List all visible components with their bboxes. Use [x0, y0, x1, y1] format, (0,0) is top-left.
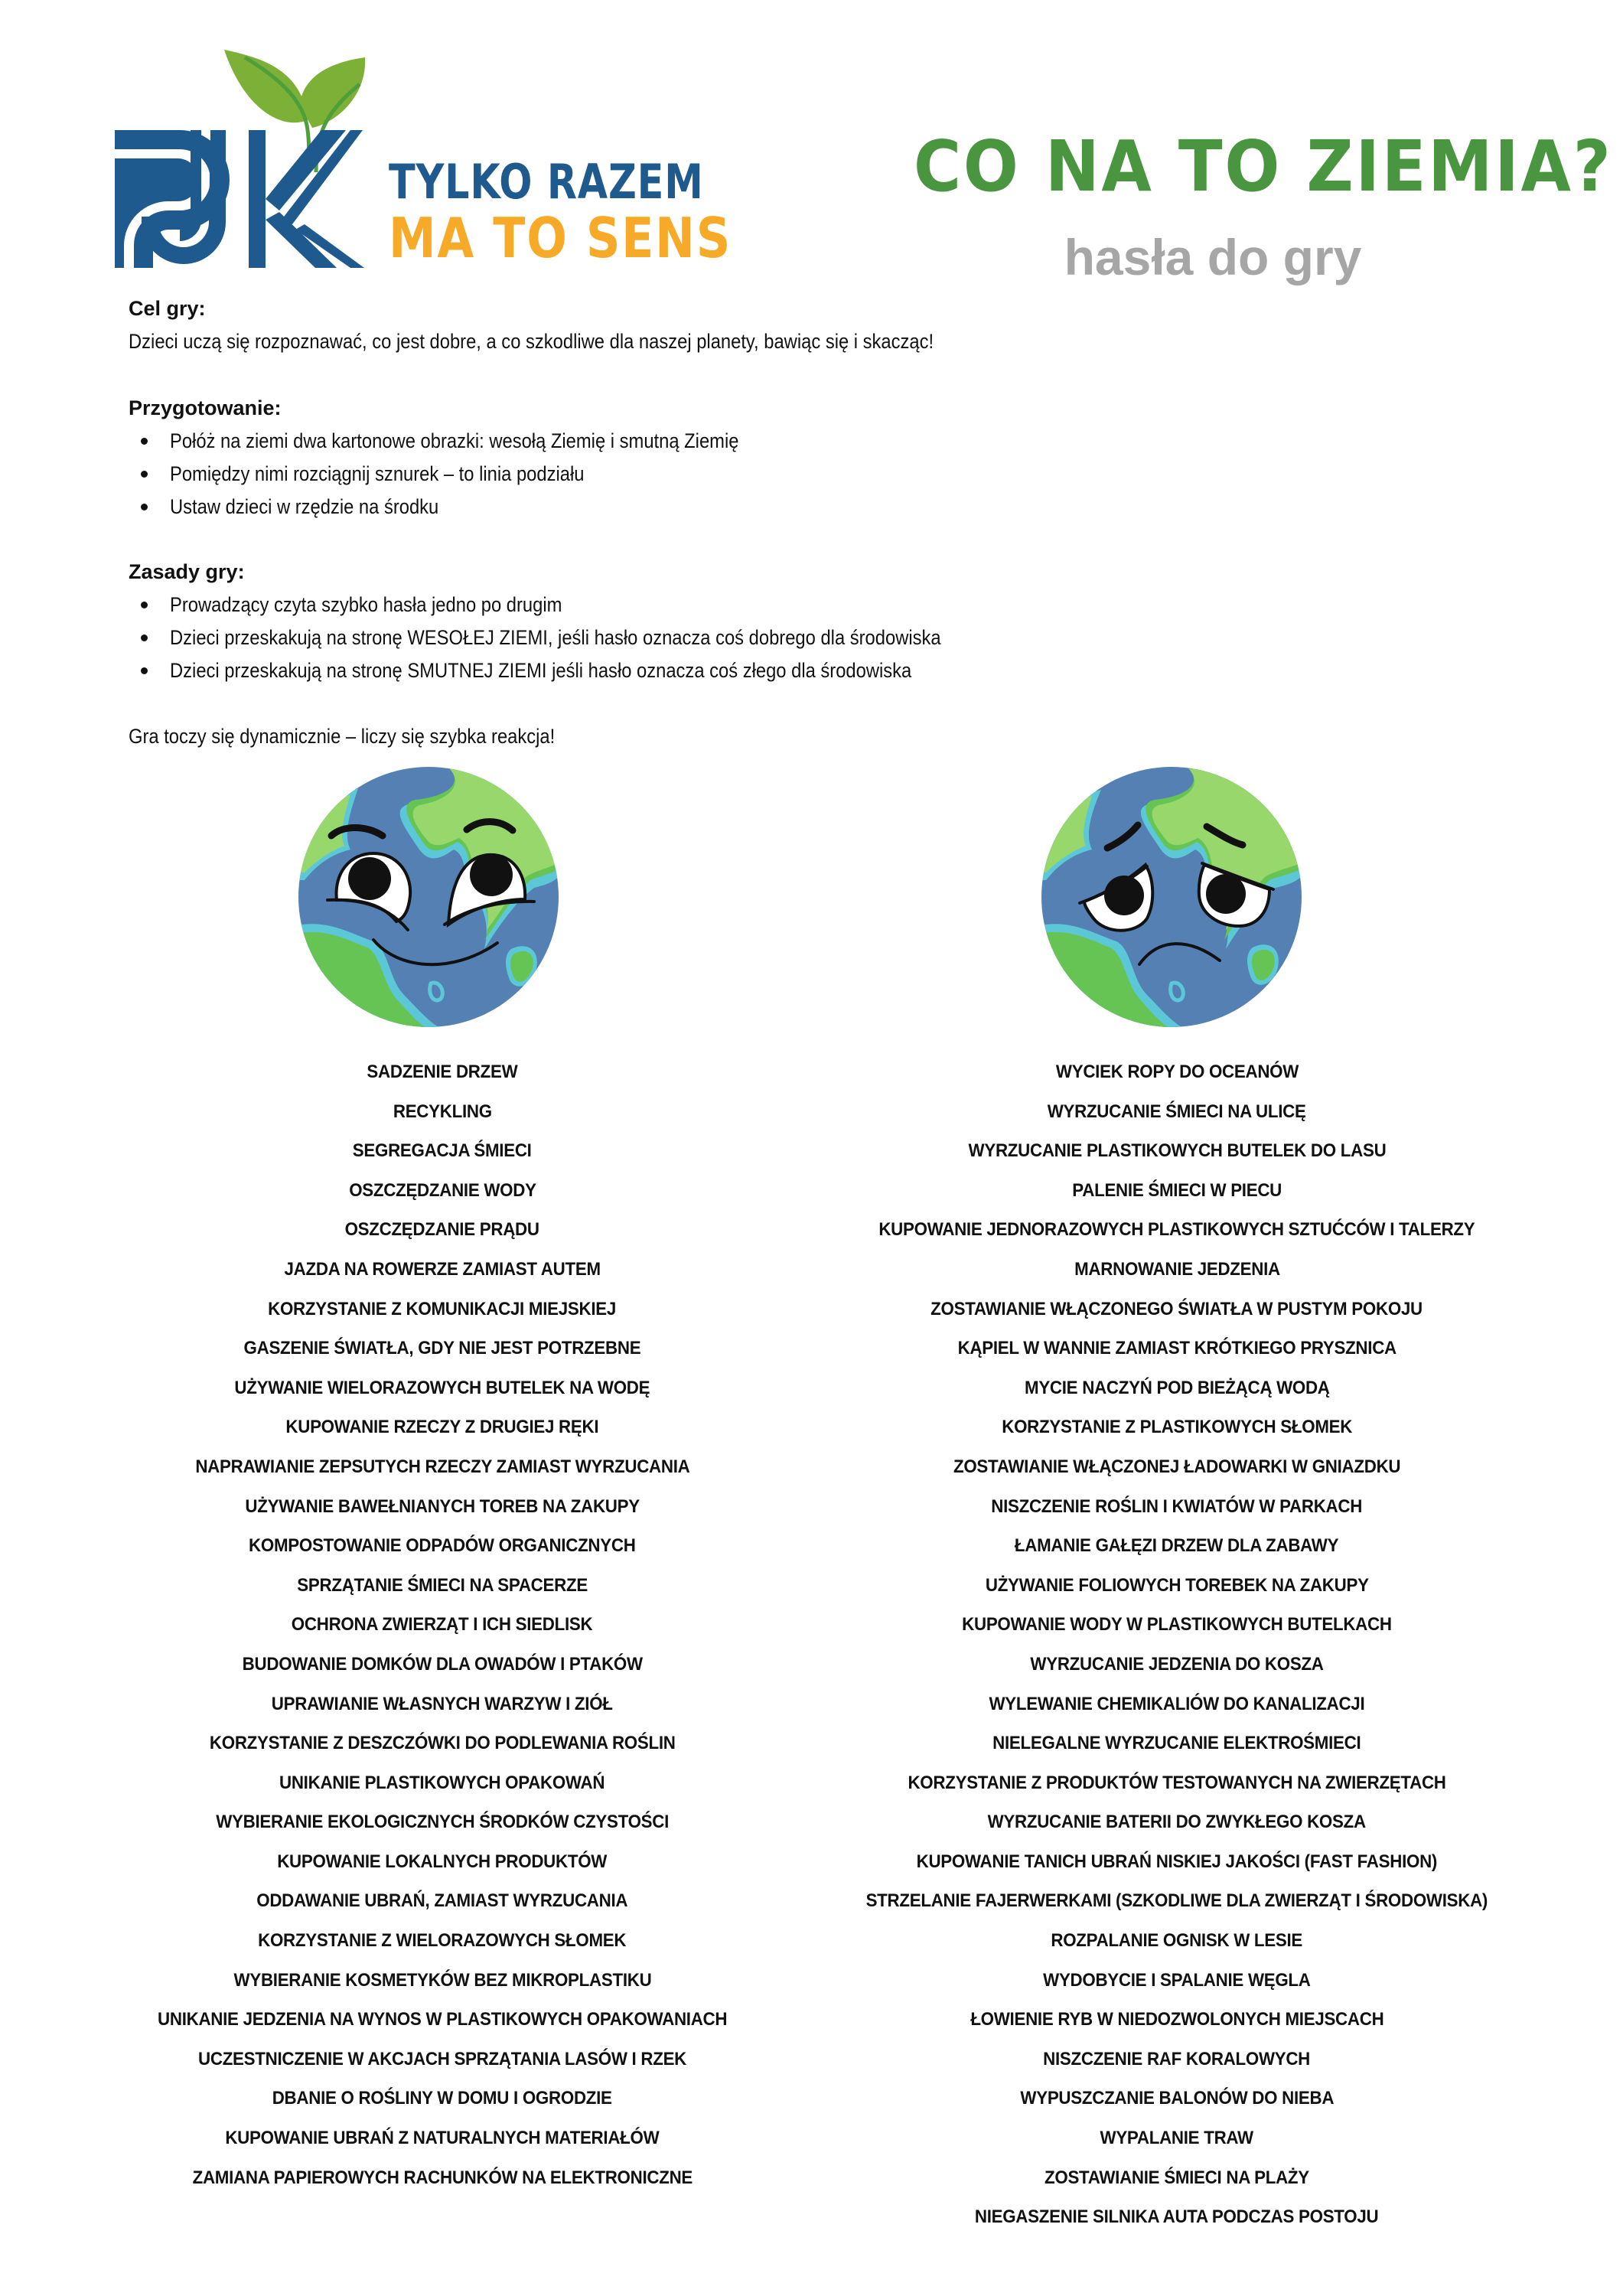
bad-action-item-text: NIEGASZENIE SILNIKA AUTA PODCZAS POSTOJU	[975, 2206, 1379, 2228]
rules-section	[129, 556, 1544, 687]
bad-action-item	[796, 2079, 1558, 2118]
good-action-item-text: UNIKANIE JEDZENIA NA WYNOS W PLASTIKOWYCH OPAKOWANIACH	[157, 2009, 728, 2030]
preparation-item	[129, 491, 1544, 523]
bad-action-item	[796, 1092, 1558, 1132]
bad-action-item-text: WYRZUCANIE PLASTIKOWYCH BUTELEK DO LASU	[968, 1140, 1386, 1162]
good-action-item	[61, 1290, 823, 1329]
good-action-item-text: NAPRAWIANIE ZEPSUTYCH RZECZY ZAMIAST WYRZUCANIA	[194, 1456, 690, 1477]
rules-list	[129, 589, 1544, 687]
good-action-item	[61, 1092, 823, 1132]
bad-action-item-text: WYCIEK ROPY DO OCEANÓW	[1055, 1062, 1299, 1082]
rules-item-text: Dzieci przeskakują na stronę WESOŁEJ ZIEMI, jeśli hasło oznacza coś dobrego dla środowiska	[170, 626, 941, 649]
good-action-item-text: KORZYSTANIE Z DESZCZÓWKI DO PODLEWANIA ROŚLIN	[209, 1733, 676, 1754]
bad-action-item-text: MYCIE NACZYŃ POD BIEŻĄCĄ WODĄ	[1024, 1377, 1330, 1398]
bad-action-item-text: KORZYSTANIE Z PRODUKTÓW TESTOWANYCH NA ZWIERZĘTACH	[908, 1772, 1446, 1793]
bad-action-item	[796, 2118, 1558, 2158]
goal-heading: Cel gry:	[129, 297, 206, 320]
good-action-item-text: UCZESTNICZENIE W AKCJACH SPRZĄTANIA LASÓW I RZEK	[197, 2048, 687, 2069]
bad-action-item-text: ZOSTAWIANIE WŁĄCZONEGO ŚWIATŁA W PUSTYM POKOJU	[930, 1298, 1423, 1319]
bad-action-item-text: WYPALANIE TRAW	[1100, 2128, 1254, 2149]
good-action-item-text: OSZCZĘDZANIE WODY	[348, 1179, 536, 1201]
good-action-item	[61, 1368, 823, 1408]
good-action-item	[61, 1052, 823, 1092]
good-action-item	[61, 1526, 823, 1566]
good-action-item-text: KUPOWANIE LOKALNYCH PRODUKTÓW	[277, 1851, 608, 1872]
bad-action-item	[796, 1763, 1558, 1803]
bad-action-item	[796, 1131, 1558, 1171]
preparation-section	[129, 392, 1544, 523]
bad-action-item-text: ZOSTAWIANIE WŁĄCZONEJ ŁADOWARKI W GNIAZDKU	[953, 1456, 1401, 1477]
bad-action-item	[796, 1566, 1558, 1606]
bad-action-item-text: KUPOWANIE TANICH UBRAŃ NISKIEJ JAKOŚCI (FAST FASHION)	[916, 1851, 1438, 1872]
good-action-item-text: OSZCZĘDZANIE PRĄDU	[344, 1219, 540, 1241]
good-action-item-text: ODDAWANIE UBRAŃ, ZAMIAST WYRZUCANIA	[256, 1890, 628, 1912]
good-action-item	[61, 2000, 823, 2040]
bad-action-item-text: NISZCZENIE ROŚLIN I KWIATÓW W PARKACH	[991, 1495, 1363, 1517]
bad-action-item-text: ŁOWIENIE RYB W NIEDOZWOLONYCH MIEJSCACH	[970, 2009, 1384, 2030]
good-action-item-text: WYBIERANIE KOSMETYKÓW BEZ MIKROPLASTIKU	[233, 1969, 651, 1991]
bad-action-item	[796, 1605, 1558, 1645]
bad-action-item	[796, 2158, 1558, 2198]
rules-item-text: Prowadzący czyta szybko hasła jedno po drugim	[170, 593, 562, 616]
bad-action-item	[796, 1842, 1558, 1882]
rules-item	[129, 589, 1544, 621]
bad-action-item-text: WYRZUCANIE ŚMIECI NA ULICĘ	[1048, 1101, 1306, 1122]
good-action-item	[61, 1605, 823, 1645]
preparation-list	[129, 425, 1544, 523]
good-action-item-text: KOMPOSTOWANIE ODPADÓW ORGANICZNYCH	[249, 1535, 636, 1557]
bad-action-item-text: ZOSTAWIANIE ŚMIECI NA PLAŻY	[1045, 2167, 1309, 2188]
good-actions-list	[61, 1052, 823, 2197]
good-action-item-text: WYBIERANIE EKOLOGICZNYCH ŚRODKÓW CZYSTOŚCI	[216, 1812, 669, 1833]
bad-action-item-text: KORZYSTANIE Z PLASTIKOWYCH SŁOMEK	[1002, 1417, 1352, 1438]
bullet-icon	[141, 667, 148, 674]
bad-action-item	[796, 1250, 1558, 1290]
good-action-item	[61, 2118, 823, 2158]
rules-item	[129, 621, 1544, 654]
bad-action-item-text: WYDOBYCIE I SPALANIE WĘGLA	[1043, 1969, 1311, 1991]
bad-action-item	[796, 1329, 1558, 1368]
bad-action-item-text: ROZPALANIE OGNISK W LESIE	[1051, 1930, 1303, 1952]
bad-action-item	[796, 1921, 1558, 1961]
good-action-item-text: JAZDA NA ROWERZE ZAMIAST AUTEM	[284, 1258, 601, 1280]
good-action-item-text: BUDOWANIE DOMKÓW DLA OWADÓW I PTAKÓW	[242, 1653, 643, 1675]
good-action-item	[61, 2079, 823, 2118]
bullet-icon	[141, 602, 148, 608]
bad-action-item-text: KĄPIEL W WANNIE ZAMIAST KRÓTKIEGO PRYSZNICA	[957, 1338, 1396, 1359]
bad-action-item	[796, 1052, 1558, 1092]
good-action-item-text: SADZENIE DRZEW	[367, 1062, 518, 1082]
good-action-item-text: UPRAWIANIE WŁASNYCH WARZYW I ZIÓŁ	[272, 1693, 613, 1714]
closing-text-content: Gra toczy się dynamicznie – liczy się szybka reakcja!	[129, 725, 556, 748]
good-action-item	[61, 1881, 823, 1921]
bad-action-item-text: KUPOWANIE WODY W PLASTIKOWYCH BUTELKACH	[962, 1614, 1392, 1636]
logo-slogan-line2: MA TO SENS	[389, 206, 732, 270]
preparation-item-text: Pomiędzy nimi rozciągnij sznurek – to linia podziału	[170, 462, 585, 485]
bullet-icon	[141, 438, 148, 445]
bad-action-item	[796, 2197, 1558, 2237]
good-action-item-text: DBANIE O ROŚLINY W DOMU I OGRODZIE	[272, 2088, 612, 2109]
bad-action-item-text: ŁAMANIE GAŁĘZI DRZEW DLA ZABAWY	[1015, 1535, 1339, 1557]
bad-action-item	[796, 1961, 1558, 2001]
bad-action-item	[796, 1407, 1558, 1447]
good-action-item-text: KUPOWANIE UBRAŃ Z NATURALNYCH MATERIAŁÓW	[225, 2128, 660, 2149]
good-action-item-text: ZAMIANA PAPIEROWYCH RACHUNKÓW NA ELEKTRONICZNE	[192, 2167, 693, 2188]
good-action-item	[61, 2040, 823, 2079]
good-action-item	[61, 1802, 823, 1842]
good-action-item-text: KORZYSTANIE Z WIELORAZOWYCH SŁOMEK	[258, 1930, 627, 1952]
bad-action-item	[796, 2000, 1558, 2040]
bad-actions-list	[796, 1052, 1558, 2237]
preparation-item	[129, 458, 1544, 491]
good-action-item	[61, 1684, 823, 1724]
good-action-item	[61, 2158, 823, 2198]
bad-action-item	[796, 1684, 1558, 1724]
bad-action-item-text: WYRZUCANIE JEDZENIA DO KOSZA	[1030, 1653, 1324, 1675]
bad-action-item-text: WYLEWANIE CHEMIKALIÓW DO KANALIZACJI	[989, 1693, 1365, 1714]
bad-action-item	[796, 1447, 1558, 1487]
rules-heading: Zasady gry:	[129, 560, 245, 583]
good-action-item-text: KORZYSTANIE Z KOMUNIKACJI MIEJSKIEJ	[268, 1298, 617, 1319]
bad-action-item	[796, 1290, 1558, 1329]
page-subtitle: hasła do gry	[1064, 229, 1362, 285]
preparation-heading: Przygotowanie:	[129, 396, 282, 419]
good-action-item	[61, 1329, 823, 1368]
bad-action-item	[796, 1802, 1558, 1842]
bad-action-item-text: MARNOWANIE JEDZENIA	[1074, 1258, 1280, 1280]
good-action-item-text: SPRZĄTANIE ŚMIECI NA SPACERZE	[297, 1574, 588, 1596]
good-action-item-text: UŻYWANIE BAWEŁNIANYCH TOREB NA ZAKUPY	[245, 1495, 640, 1517]
good-action-item-text: SEGREGACJA ŚMIECI	[353, 1140, 532, 1162]
bad-action-item	[796, 1368, 1558, 1408]
bad-action-item-text: STRZELANIE FAJERWERKAMI (SZKODLIWE DLA ZWIERZĄT I ŚRODOWISKA)	[865, 1890, 1488, 1912]
good-action-item-text: RECYKLING	[393, 1101, 492, 1122]
logo-slogan-line1: TYLKO RAZEM	[389, 154, 704, 210]
good-action-item	[61, 1407, 823, 1447]
good-action-item-text: UŻYWANIE WIELORAZOWYCH BUTELEK NA WODĘ	[234, 1377, 650, 1398]
good-action-item	[61, 1131, 823, 1171]
goal-section	[129, 292, 1544, 358]
good-action-item	[61, 1645, 823, 1684]
bad-action-item	[796, 1210, 1558, 1250]
good-action-item	[61, 1447, 823, 1487]
bad-action-item-text: KUPOWANIE JEDNORAZOWYCH PLASTIKOWYCH SZTUĆCÓW I TALERZY	[878, 1219, 1475, 1241]
bad-action-item-text: NISZCZENIE RAF KORALOWYCH	[1043, 2048, 1311, 2069]
bullet-icon	[141, 504, 148, 510]
bad-action-item	[796, 1487, 1558, 1527]
bad-action-item	[796, 1724, 1558, 1763]
good-action-item	[61, 1210, 823, 1250]
happy-earth-icon	[297, 765, 560, 1029]
good-action-item	[61, 1961, 823, 2001]
sad-earth-icon	[1040, 765, 1303, 1029]
bad-action-item-text: PALENIE ŚMIECI W PIECU	[1072, 1179, 1282, 1201]
good-action-item	[61, 1763, 823, 1803]
preparation-item	[129, 425, 1544, 458]
goal-text	[129, 325, 1544, 358]
good-action-item	[61, 1250, 823, 1290]
good-action-item-text: UNIKANIE PLASTIKOWYCH OPAKOWAŃ	[279, 1772, 605, 1793]
bad-action-item-text: NIELEGALNE WYRZUCANIE ELEKTROŚMIECI	[992, 1733, 1361, 1754]
rules-item	[129, 654, 1544, 687]
good-action-item-text: KUPOWANIE RZECZY Z DRUGIEJ RĘKI	[285, 1417, 599, 1438]
good-action-item	[61, 1171, 823, 1211]
bad-action-item-text: WYPUSZCZANIE BALONÓW DO NIEBA	[1020, 2088, 1334, 2109]
bad-action-item	[796, 1881, 1558, 1921]
goal-text-content: Dzieci uczą się rozpoznawać, co jest dobre, a co szkodliwe dla naszej planety, bawiąc się i skacząc!	[129, 330, 934, 353]
good-action-item	[61, 1921, 823, 1961]
bad-action-item	[796, 1526, 1558, 1566]
good-action-item-text: GASZENIE ŚWIATŁA, GDY NIE JEST POTRZEBNE	[243, 1338, 641, 1359]
logo	[107, 42, 750, 272]
good-action-item	[61, 1842, 823, 1882]
rules-item-text: Dzieci przeskakują na stronę SMUTNEJ ZIEMI jeśli hasło oznacza coś złego dla środowiska	[170, 659, 912, 682]
good-action-item	[61, 1724, 823, 1763]
bad-action-item	[796, 1645, 1558, 1684]
good-action-item-text: OCHRONA ZWIERZĄT I ICH SIEDLISK	[292, 1614, 593, 1636]
bullet-icon	[141, 634, 148, 641]
preparation-item-text: Ustaw dzieci w rzędzie na środku	[170, 495, 439, 518]
page-title: CO NA TO ZIEMIA?	[914, 126, 1613, 207]
preparation-item-text: Połóż na ziemi dwa kartonowe obrazki: wesołą Ziemię i smutną Ziemię	[170, 429, 739, 452]
bad-action-item	[796, 2040, 1558, 2079]
bad-action-item	[796, 1171, 1558, 1211]
bad-action-item-text: UŻYWANIE FOLIOWYCH TOREBEK NA ZAKUPY	[985, 1574, 1369, 1596]
good-action-item	[61, 1487, 823, 1527]
bullet-icon	[141, 471, 148, 478]
bad-action-item-text: WYRZUCANIE BATERII DO ZWYKŁEGO KOSZA	[987, 1812, 1367, 1833]
closing-text	[129, 720, 1544, 753]
closing-section	[129, 720, 1544, 753]
good-action-item	[61, 1566, 823, 1606]
